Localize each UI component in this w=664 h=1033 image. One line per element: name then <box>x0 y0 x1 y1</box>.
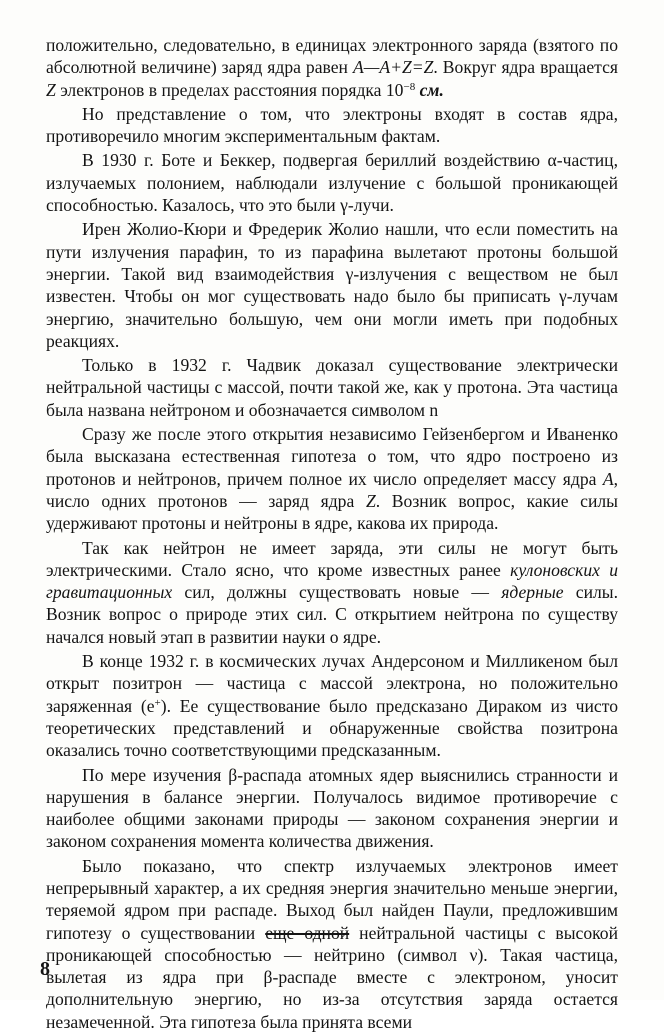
paragraph-9: По мере изучения β-распада атомных ядер выяснились странности и нарушения в балансе энергии. Получалось видимое противоречие с наиболее общими законами природы — законом сохранения энергии и законом сохранения момента количества движения. <box>46 764 618 852</box>
paragraph-2: Но представление о том, что электроны входят в состав ядра, противоречило многим экспериментальным фактам. <box>46 103 618 147</box>
paragraph-4: Ирен Жолио-Кюри и Фредерик Жолио нашли, что если поместить на пути излучения парафин, то из парафина вылетают протоны большой энергии. Такой вид взаимодействия γ-излучения с веществом не был известен. Чтобы он мог существовать надо было бы приписать γ-лучам энергию, значительно большую, чем они могли иметь при подобных реакциях. <box>46 219 618 351</box>
paragraph-5: Только в 1932 г. Чадвик доказал существование электрически нейтральной частицы с массой, почти такой же, как у протона. Эта частица была названа нейтроном и обозначается символом n <box>46 355 618 420</box>
paragraph-3: В 1930 г. Боте и Беккер, подвергая бериллий воздействию α-частиц, излучаемых полонием, наблюдали излучение с большой проникающей способностью. Казалось, что это были γ-лучи. <box>46 150 618 216</box>
paragraph-7: Так как нейтрон не имеет заряда, эти силы не могут быть электрическими. Стало ясно, что кроме известных ранее кулоновских и гравитационных сил, должны существовать новые — ядерные силы. Возник вопрос о природе этих сил. С открытием нейтрона по существу начался новый этап в развитии науки о ядре. <box>46 537 618 647</box>
page-number: 8 <box>40 958 50 980</box>
paragraph-6: Сразу же после этого открытия независимо Гейзенбергом и Иваненко была высказана естественная гипотеза о том, что ядро построено из протонов и нейтронов, причем полное их число определяет массу ядра A, число одних протонов — заряд ядра Z. Возник вопрос, какие силы удерживают протоны и нейтроны в ядре, какова их природа. <box>46 424 618 534</box>
paragraph-8: В конце 1932 г. в космических лучах Андерсоном и Милликеном был открыт позитрон — частица с массой электрона, но положительно заряженная (e+). Ее существование было предсказано Дираком из чисто теоретических представлений и обнаруженные свойства позитрона оказались точно соответствующими предсказанным. <box>46 651 618 761</box>
paragraph-1: положительно, следовательно, в единицах электронного заряда (взятого по абсолютной величине) заряд ядра равен A—A+Z=Z. Вокруг ядра вращается Z электронов в пределах расстояния порядка $10^{-8}$ см. <box>46 35 618 100</box>
struck-through-text: еще одной <box>265 922 350 943</box>
paragraph-10: Было показано, что спектр излучаемых электронов имеет непрерывный характер, а их средняя энергия значительно меньше энергии, теряемой ядром при распаде. Выход был найден Паули, предложившим гипотезу о существовании еще одной нейтральной частицы с высокой проникающей способностью — нейтрино (символ ν). Такая частица, вылетая из ядра при β-распаде вместе с электроном, уносит дополнительную энергию, но из-за отсутствия заряда остается незамеченной. Эта гипотеза была принята всеми <box>46 855 618 1032</box>
body-text <box>46 34 618 1033</box>
